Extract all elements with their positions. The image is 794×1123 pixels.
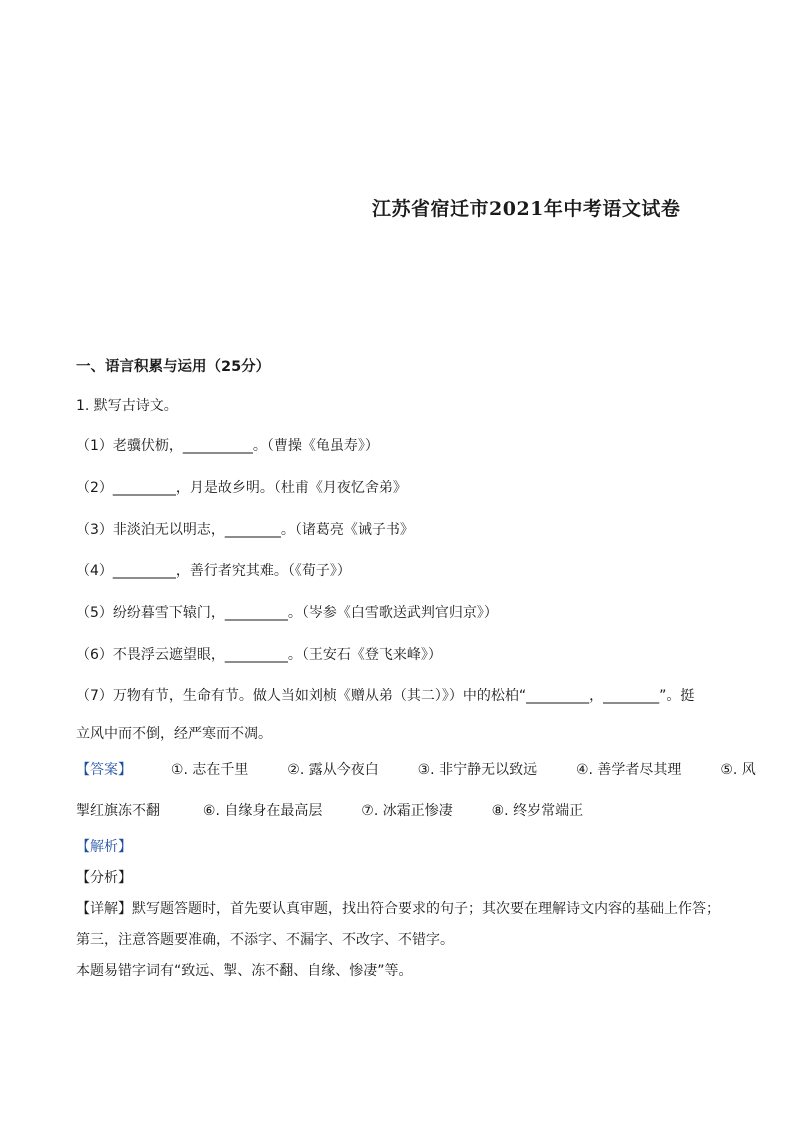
detail-text-3: 本题易错字词有“致远、掣、冻不翻、自缘、惨凄”等。: [76, 963, 413, 979]
answer-6: ⑥. 自缘身在最高层: [202, 803, 323, 819]
answer-row-2: [76, 801, 583, 821]
question-item-3: （3）非淡泊无以明志，________。（诸葛亮《诫子书》: [76, 522, 414, 538]
question-item-1: （1）老骥伏枥，__________。（曹操《龟虽寿》）: [76, 438, 379, 454]
answer-1: ①. 志在千里: [170, 762, 249, 778]
answer-5-end: 掣红旗冻不翻: [76, 803, 160, 819]
fenxi-label: 【分析】: [76, 870, 132, 886]
question-item-7: （7）万物有节，生命有节。做人当如刘桢《赠从弟（其二）》）中的松柏“_________，________”。挺: [76, 688, 695, 704]
question-item-6: （6）不畏浮云遮望眼，_________。（王安石《登飞来峰》）: [76, 647, 442, 663]
question-stem: 1. 默写古诗文。: [76, 398, 178, 414]
answer-2: ②. 露从今夜白: [287, 762, 379, 778]
detail-label: 【详解】: [76, 901, 132, 917]
detail-text-1: 默写题答题时，首先要认真审题，找出符合要求的句子；其次要在理解诗文内容的基础上作答；: [132, 901, 720, 917]
detail-row-1: [76, 899, 720, 919]
analysis-label: 【解析】: [76, 839, 132, 855]
answer-label: 【答案】: [76, 762, 132, 778]
exam-title: 江苏省宿迁市2021年中考语文试卷: [372, 198, 681, 220]
answer-5-start: ⑤. 风: [720, 762, 756, 778]
answer-7: ⑦. 冰霜正惨凄: [361, 803, 453, 819]
answer-8: ⑧. 终岁常端正: [491, 803, 584, 819]
detail-text-2: 第三，注意答题要准确，不添字、不漏字、不改字、不错字。: [76, 932, 454, 948]
section-heading: 一、语言积累与运用（25分）: [76, 359, 271, 375]
question-item-7-continued: 立风中而不倒，经严寒而不凋。: [76, 726, 272, 742]
question-item-4: （4）_________，善行者究其难。（《荀子》）: [76, 563, 351, 579]
question-item-5: （5）纷纷暮雪下辕门，_________。（岑参《白雪歌送武判官归京》）: [76, 605, 498, 621]
answer-3: ③. 非宁静无以致远: [417, 762, 538, 778]
question-item-2: （2）_________，月是故乡明。（杜甫《月夜忆舍弟》: [76, 480, 407, 496]
answer-4: ④. 善学者尽其理: [575, 762, 682, 778]
answer-row-1: [76, 760, 756, 780]
